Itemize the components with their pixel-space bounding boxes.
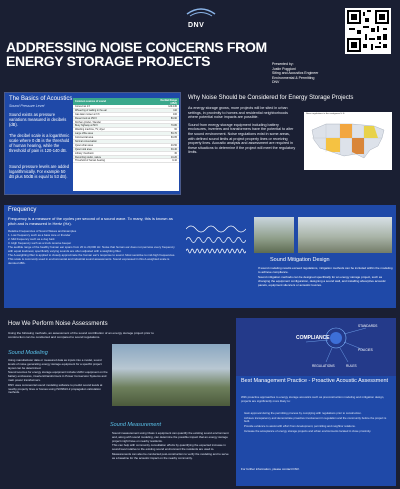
sound-wave-diagram — [186, 221, 246, 259]
frequency-item: Relative Frequencies of Sound Waves and Examples — [8, 228, 77, 233]
label-regulations: REGULATIONS — [312, 364, 335, 368]
frequency-lead: Frequency is a measure of the cycles per second of a sound wave. To many, this is known as pitch and is measured in Hertz (Hz). — [8, 216, 173, 226]
best-practice-item: Increase the acceptance of energy storage projects and urban environments located in close proximity. — [244, 428, 372, 433]
table-cell-range: 30-40 — [170, 147, 177, 151]
header — [0, 0, 400, 84]
sound-wall-photo — [254, 217, 294, 253]
table-cell-source: Quiet rural area — [75, 147, 92, 151]
table-cell-source: Washing machine, TV, dryer — [75, 128, 105, 132]
modeling-title: Sound Modeling — [8, 350, 48, 356]
why-paragraph-1: As energy storage grows, more projects will be sited in urban settings, in proximity to homes and residential neighborhoods where potential noise impacts are possible. — [188, 106, 289, 120]
table-header — [73, 98, 179, 105]
contact-text[interactable]: For further information, please contact DNV. — [241, 467, 300, 471]
best-practice-title: Best Management Practice - Proactive Acoustic Assessment — [241, 378, 389, 384]
basics-subtitle: Sound Pressure Level — [9, 104, 45, 108]
table-cell-range: 50-70 — [170, 132, 177, 136]
presenter-role: Siting and Acoustics Engineer — [272, 71, 319, 75]
frequency-item: The audible range of the healthy human ear spans from 20 to 20,000 Hz. Noise that human ear does not perceive every frequency with equal loudness; specifically varying sounds are often adjusted with a weighting filter. — [8, 244, 175, 254]
basics-paragraph-3: Sound pressure levels are added logarithmically. For example 50 dB plus 50dB is equal to 53 dB). — [9, 164, 70, 179]
table-cell-range: 10-20 — [170, 155, 177, 159]
basics-title: The Basics of Acoustics — [9, 96, 73, 102]
assessment-title: How We Perform Noise Assessments — [8, 321, 108, 327]
table-body — [73, 105, 179, 163]
table-cell-source: Busy highway at 50 ft — [75, 124, 98, 128]
frequency-item: 3. High frequency such as a truck reverse beeper — [8, 240, 72, 245]
measurement-title: Sound Measurement — [110, 422, 162, 428]
frequency-title: Frequency — [8, 207, 37, 213]
table-cell-source: Normal conversation — [75, 139, 97, 143]
label-standards: STANDARDS — [358, 324, 378, 328]
table-cell-range: 80-90 — [170, 116, 177, 120]
frequency-item: 2. Mid frequency such as a dog bark — [8, 236, 55, 241]
why-title: Why Noise Should be Considered for Energy Storage Projects — [188, 95, 354, 101]
label-rules: RULES — [346, 364, 357, 368]
table-cell-source: Library / bedroom — [75, 151, 94, 155]
measurement-item: Measurements can also be conducted post-construction to verify the modeling and to serve as a baseline for the acoustic impact on the nearby community. — [112, 451, 229, 460]
assessment-section — [4, 318, 232, 486]
table-cell-range: 100 — [173, 112, 177, 116]
presenter-name: Justin Poggioni — [272, 66, 296, 71]
why-section — [184, 92, 396, 195]
table-cell-source: Concert at 1 ft — [75, 104, 91, 108]
table-cell-range: 30 — [174, 151, 177, 155]
table-cell-range: 110 — [173, 108, 177, 112]
basics-section — [4, 92, 181, 195]
table-header-source: Common sources of sound — [75, 100, 106, 103]
table-cell-range: 40-50 — [170, 143, 177, 147]
us-map-icon — [304, 112, 392, 170]
table-header-range: Decibel Range (dBA) — [160, 98, 177, 105]
table-cell-range: 70-80 — [170, 124, 177, 128]
modeling-item: Sound sources for energy storage equipment include HVAC equipment on the battery enclosures, inverters/transformers in Power Conversion Systems and main power transformers. — [8, 370, 108, 382]
logo-text: DNV — [188, 22, 205, 29]
mitigation-list — [258, 267, 394, 289]
modeling-list — [8, 359, 108, 396]
presenter-org: DNV — [272, 80, 280, 84]
sound-sources-table — [73, 98, 179, 191]
mitigation-title: Sound Mitigation Design — [270, 257, 330, 263]
page-title: ADDRESSING NOISE CONCERNS FROM ENERGY STORAGE PROJECTS — [6, 39, 267, 69]
table-cell-range: 60-65 — [170, 136, 177, 140]
table-cell-source: Threshold of human hearing — [75, 159, 105, 163]
best-practice-list — [244, 412, 390, 435]
measurement-item: This can help with community consultation efforts by quantifying the expected increase in sound level relative to the existing sound environment the residents are used to. — [112, 443, 226, 452]
label-compliance: COMPLIANCE — [296, 335, 330, 341]
frequency-item: The A-weighting filter is applied to closely approximate the human ear's response to sound. Most sensitive to mid-high frequencies. This scale is commonly used in environmental and industrial sound assessments. Sound expressed in this A-weighted scale is denoted dBA. — [8, 253, 176, 266]
frequency-item: 1. Low frequency such as a bass tone or thunder — [8, 232, 71, 237]
field-measurement-photo — [112, 344, 230, 406]
modeling-item: Using manufacturer data or measured data as inputs into a model, sound levels of noise generating energy storage equipment for a specific project layout can be determined. — [8, 358, 102, 370]
presenter-block — [272, 62, 362, 85]
why-paragraph-2: Sound from energy storage equipment including battery enclosures, inverters and transformers have the potential to alter the sound environment. Noise regulations exist in some areas, with defined sound limits at project property lines or receiving property lines. Acoustic analysis and assessment are required in these situations to determine if the project will meet the regulatory limits. — [188, 122, 296, 155]
table-cell-source: Large office area — [75, 132, 93, 136]
table-cell-source: Diesel truck at 150 ft — [75, 116, 97, 120]
frequency-section — [4, 205, 396, 308]
measurement-list — [112, 432, 230, 462]
qr-code-icon — [347, 10, 389, 52]
table-cell-range: 120-130 — [168, 104, 177, 108]
table-cell-source: Kitchen grinder / blender — [75, 120, 102, 124]
table-cell-range: 0-10 — [172, 159, 177, 163]
best-practice-item: Gain approval during the permitting process by complying with regulations prior to construction. — [244, 411, 362, 415]
table-row — [73, 159, 179, 163]
why-text — [188, 106, 296, 155]
assessment-intro: Using the following methods, an assessment of the sound contribution of an energy storage project prior to construction can be conducted and compared to sound regulations. — [8, 331, 154, 339]
battery-site-photo — [298, 217, 392, 253]
table-cell-range: 60 — [174, 128, 177, 132]
best-practice-section — [236, 318, 396, 486]
qr-code[interactable] — [345, 8, 391, 54]
table-cell-source: Gas lawn mower at 3 ft — [75, 112, 100, 116]
map-caption: Noise regulations in the contiguous U.S. — [306, 113, 345, 115]
label-policies: POLICIES — [358, 348, 373, 352]
presenter-team: Environmental & Permitting — [272, 75, 315, 80]
basics-paragraph-2: The decibel scale is a logarithmic scale where 0 dB is the threshold of human hearing, while the threshold of pain is 120-140 dB. — [9, 133, 70, 153]
mitigation-item: If sound modeling results exceed regulations, mitigation methods can be included within the modeling to achieve compliance. — [258, 266, 393, 274]
mitigation-item: Sound mitigation methods can be designed specifically for an energy storage project, such as changing the equipment configuration, designing a sound wall, and installing absorptive acoustic panels, equipment silencers or acoustic louvres. — [258, 274, 386, 287]
table-cell-source: Wheezing of wailing in the ear — [75, 108, 107, 112]
table-cell-source: Quiet urban area — [75, 143, 93, 147]
table-cell-source: Recording studio, nature — [75, 155, 102, 159]
modeling-item: DNV uses commercial sound modeling software to predict sound levels at nearby property lines or homes using ISO9613-2 propagation calculation methods. — [8, 382, 103, 395]
frequency-text — [8, 217, 176, 265]
best-practice-intro: With proactive approaches to energy storage acoustics such as preconstruction modeling and mitigation design, projects are significantly more likely to: — [241, 395, 385, 403]
us-noise-map — [304, 112, 392, 170]
best-practice-item: Provide evidence to assist with effort from development, permitting and neighbor relations. — [244, 424, 356, 429]
measurement-item: Sound measurement using Class 1 equipment can quantify the existing sound environment and, along with sound modeling, can determine the possible impact that an energy storage project might have on nearby residents. — [112, 431, 229, 443]
table-cell-source: Commercial area — [75, 136, 94, 140]
basics-paragraph-1: Sound exists as pressure variations measured in decibels (dB). — [9, 112, 67, 127]
best-practice-item: Achieve transparency and demonstrate proactive involvement in regulation and the community before the project is built. — [244, 415, 387, 424]
presenter-label: Presented by: — [272, 62, 294, 66]
